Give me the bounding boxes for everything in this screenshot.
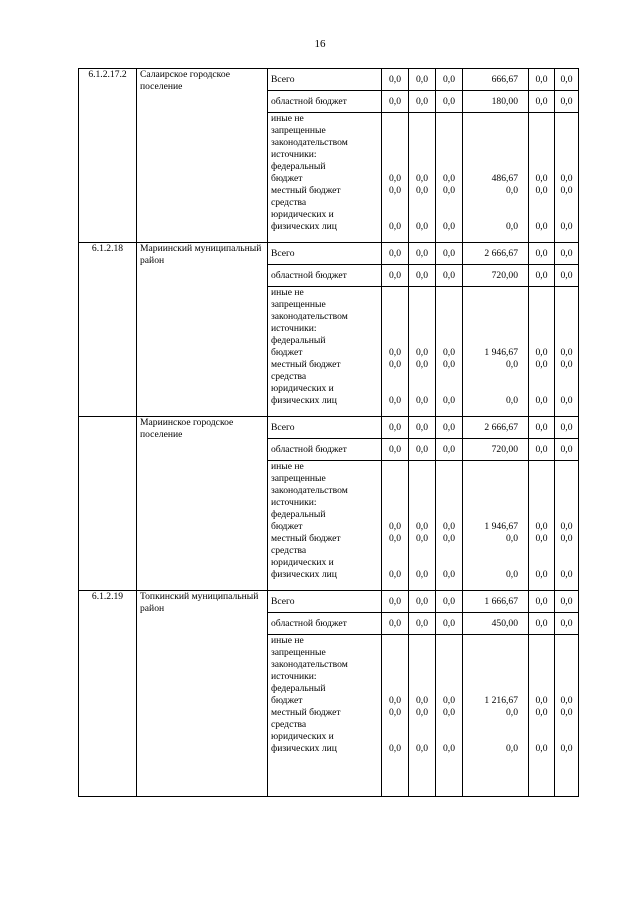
source-label: областной бюджет [268,439,382,461]
legal-entities-value: 0,0 [443,569,455,580]
legal-entities-value: 0,0 [416,395,428,406]
source-line: местный бюджет [271,533,341,544]
legal-entities-value: 0,0 [535,569,548,580]
local-value: 0,0 [535,533,548,544]
legal-entities-value: 0,0 [389,569,401,580]
federal-value: 0,0 [443,695,455,706]
source-line: запрещенные [271,299,326,310]
value-cell [382,635,409,797]
source-line: федеральный [271,161,326,172]
value-cell [409,635,436,797]
federal-value: 0,0 [416,695,428,706]
value-cell [529,635,555,797]
local-value: 0,0 [506,707,518,718]
source-line: иные не [271,461,304,472]
value-cell: 0,0 [382,243,409,265]
value-cell: 0,0 [529,591,555,613]
row-code: 6.1.2.17.2 [79,69,137,243]
federal-value: 1 946,67 [484,347,518,358]
source-label: Всего [268,243,382,265]
value-cell: 0,0 [409,91,436,113]
legal-entities-value: 0,0 [560,569,573,580]
local-value: 0,0 [416,533,428,544]
legal-entities-value: 0,0 [506,743,518,754]
value-cell: 0,0 [529,69,555,91]
value-cell: 0,0 [409,417,436,439]
value-cell [436,113,463,243]
source-line: федеральный [271,683,326,694]
value-cell: 1 666,67 [463,591,529,613]
source-line: средства [271,371,307,382]
value-cell [555,461,579,591]
local-value: 0,0 [506,185,518,196]
value-cell: 0,0 [409,243,436,265]
local-value: 0,0 [560,359,573,370]
source-line: физических лиц [271,221,337,232]
local-value: 0,0 [416,707,428,718]
value-cell [555,113,579,243]
local-value: 0,0 [560,533,573,544]
other-sources-label [268,461,382,591]
value-cell: 720,00 [463,439,529,461]
value-cell [382,113,409,243]
federal-value: 486,67 [491,173,518,184]
source-line: законодательством [271,137,348,148]
page-number: 16 [314,38,326,50]
source-line: бюджет [271,521,303,532]
row-code: 6.1.2.19 [79,591,137,797]
source-line: местный бюджет [271,359,341,370]
value-cell: 0,0 [555,69,579,91]
value-cell: 0,0 [436,591,463,613]
legal-entities-value: 0,0 [416,221,428,232]
federal-value: 0,0 [535,173,548,184]
federal-value: 0,0 [389,347,401,358]
value-cell: 0,0 [409,265,436,287]
row-name: Салаирское городское поселение [137,69,268,243]
value-cell: 0,0 [382,91,409,113]
local-value: 0,0 [443,359,455,370]
value-cell [409,287,436,417]
value-cell [529,461,555,591]
source-label: Всего [268,69,382,91]
budget-table [78,68,579,797]
value-cell [463,287,529,417]
source-line: юридических и [271,731,334,742]
source-line: законодательством [271,311,348,322]
source-line: бюджет [271,347,303,358]
federal-value: 0,0 [389,173,401,184]
source-line: средства [271,197,307,208]
value-cell [529,287,555,417]
row-name: Мариинский муниципальный район [137,243,268,417]
row-code [79,417,137,591]
value-cell: 0,0 [529,91,555,113]
value-cell: 2 666,67 [463,243,529,265]
source-line: иные не [271,635,304,646]
value-cell: 0,0 [529,243,555,265]
federal-value: 0,0 [443,521,455,532]
value-cell: 0,0 [382,439,409,461]
value-cell [555,635,579,797]
value-cell: 0,0 [529,417,555,439]
legal-entities-value: 0,0 [389,743,401,754]
legal-entities-value: 0,0 [560,221,573,232]
federal-value: 0,0 [416,173,428,184]
value-cell: 0,0 [382,591,409,613]
source-label: областной бюджет [268,613,382,635]
value-cell: 180,00 [463,91,529,113]
legal-entities-value: 0,0 [560,743,573,754]
federal-value: 0,0 [416,521,428,532]
source-label: областной бюджет [268,91,382,113]
source-line: источники: [271,671,317,682]
local-value: 0,0 [443,185,455,196]
value-cell [463,461,529,591]
local-value: 0,0 [535,359,548,370]
legal-entities-value: 0,0 [506,395,518,406]
source-line: источники: [271,497,317,508]
source-label: Всего [268,417,382,439]
legal-entities-value: 0,0 [416,743,428,754]
legal-entities-value: 0,0 [535,395,548,406]
local-value: 0,0 [389,185,401,196]
value-cell: 0,0 [409,69,436,91]
source-line: местный бюджет [271,707,341,718]
value-cell: 0,0 [555,91,579,113]
value-cell: 0,0 [436,417,463,439]
legal-entities-value: 0,0 [535,221,548,232]
source-line: физических лиц [271,569,337,580]
value-cell: 0,0 [529,613,555,635]
source-line: юридических и [271,383,334,394]
local-value: 0,0 [389,359,401,370]
federal-value: 1 946,67 [484,521,518,532]
value-cell [529,113,555,243]
value-cell: 0,0 [409,613,436,635]
value-cell [409,113,436,243]
value-cell: 0,0 [436,613,463,635]
source-line: местный бюджет [271,185,341,196]
federal-value: 0,0 [443,173,455,184]
value-cell [436,635,463,797]
value-cell [555,287,579,417]
federal-value: 0,0 [535,521,548,532]
value-cell: 0,0 [555,417,579,439]
value-cell: 0,0 [436,265,463,287]
value-cell: 720,00 [463,265,529,287]
value-cell: 0,0 [555,265,579,287]
table-row [79,417,579,439]
value-cell: 0,0 [436,69,463,91]
source-line: юридических и [271,209,334,220]
local-value: 0,0 [416,359,428,370]
local-value: 0,0 [535,185,548,196]
federal-value: 1 216,67 [484,695,518,706]
value-cell [436,461,463,591]
source-line: законодательством [271,485,348,496]
value-cell: 0,0 [555,613,579,635]
value-cell: 0,0 [436,439,463,461]
local-value: 0,0 [389,533,401,544]
row-code: 6.1.2.18 [79,243,137,417]
legal-entities-value: 0,0 [506,221,518,232]
federal-value: 0,0 [560,695,573,706]
value-cell: 0,0 [409,591,436,613]
value-cell: 0,0 [529,439,555,461]
value-cell: 666,67 [463,69,529,91]
source-line: бюджет [271,173,303,184]
legal-entities-value: 0,0 [416,569,428,580]
legal-entities-value: 0,0 [443,395,455,406]
federal-value: 0,0 [535,695,548,706]
value-cell: 0,0 [436,91,463,113]
source-line: иные не [271,287,304,298]
legal-entities-value: 0,0 [535,743,548,754]
source-line: запрещенные [271,125,326,136]
source-line: запрещенные [271,647,326,658]
federal-value: 0,0 [443,347,455,358]
federal-value: 0,0 [389,521,401,532]
value-cell: 0,0 [555,591,579,613]
value-cell [409,461,436,591]
legal-entities-value: 0,0 [389,221,401,232]
other-sources-label [268,635,382,797]
value-cell [382,461,409,591]
local-value: 0,0 [560,185,573,196]
source-line: юридических и [271,557,334,568]
table-row [79,243,579,265]
local-value: 0,0 [506,533,518,544]
table-row [79,69,579,91]
source-line: бюджет [271,695,303,706]
legal-entities-value: 0,0 [506,569,518,580]
value-cell: 0,0 [409,439,436,461]
value-cell [436,287,463,417]
local-value: 0,0 [560,707,573,718]
source-line: физических лиц [271,743,337,754]
local-value: 0,0 [506,359,518,370]
source-line: физических лиц [271,395,337,406]
legal-entities-value: 0,0 [389,395,401,406]
source-line: средства [271,545,307,556]
source-line: средства [271,719,307,730]
value-cell: 450,00 [463,613,529,635]
local-value: 0,0 [389,707,401,718]
value-cell: 0,0 [382,417,409,439]
value-cell: 0,0 [382,69,409,91]
legal-entities-value: 0,0 [443,743,455,754]
value-cell: 0,0 [555,439,579,461]
value-cell [463,635,529,797]
local-value: 0,0 [443,533,455,544]
value-cell: 0,0 [555,243,579,265]
value-cell: 0,0 [382,613,409,635]
source-line: иные не [271,113,304,124]
value-cell [463,113,529,243]
legal-entities-value: 0,0 [560,395,573,406]
source-label: областной бюджет [268,265,382,287]
value-cell [382,287,409,417]
table-row [79,591,579,613]
federal-value: 0,0 [416,347,428,358]
local-value: 0,0 [443,707,455,718]
source-line: запрещенные [271,473,326,484]
source-label: Всего [268,591,382,613]
legal-entities-value: 0,0 [443,221,455,232]
row-name: Топкинский муниципальный район [137,591,268,797]
federal-value: 0,0 [535,347,548,358]
value-cell: 0,0 [529,265,555,287]
source-line: федеральный [271,509,326,520]
federal-value: 0,0 [560,347,573,358]
local-value: 0,0 [416,185,428,196]
value-cell: 0,0 [382,265,409,287]
federal-value: 0,0 [560,173,573,184]
other-sources-label [268,113,382,243]
source-line: источники: [271,149,317,160]
source-line: федеральный [271,335,326,346]
local-value: 0,0 [535,707,548,718]
source-line: законодательством [271,659,348,670]
federal-value: 0,0 [389,695,401,706]
federal-value: 0,0 [560,521,573,532]
other-sources-label [268,287,382,417]
value-cell: 0,0 [436,243,463,265]
row-name: Мариинское городское поселение [137,417,268,591]
source-line: источники: [271,323,317,334]
value-cell: 2 666,67 [463,417,529,439]
